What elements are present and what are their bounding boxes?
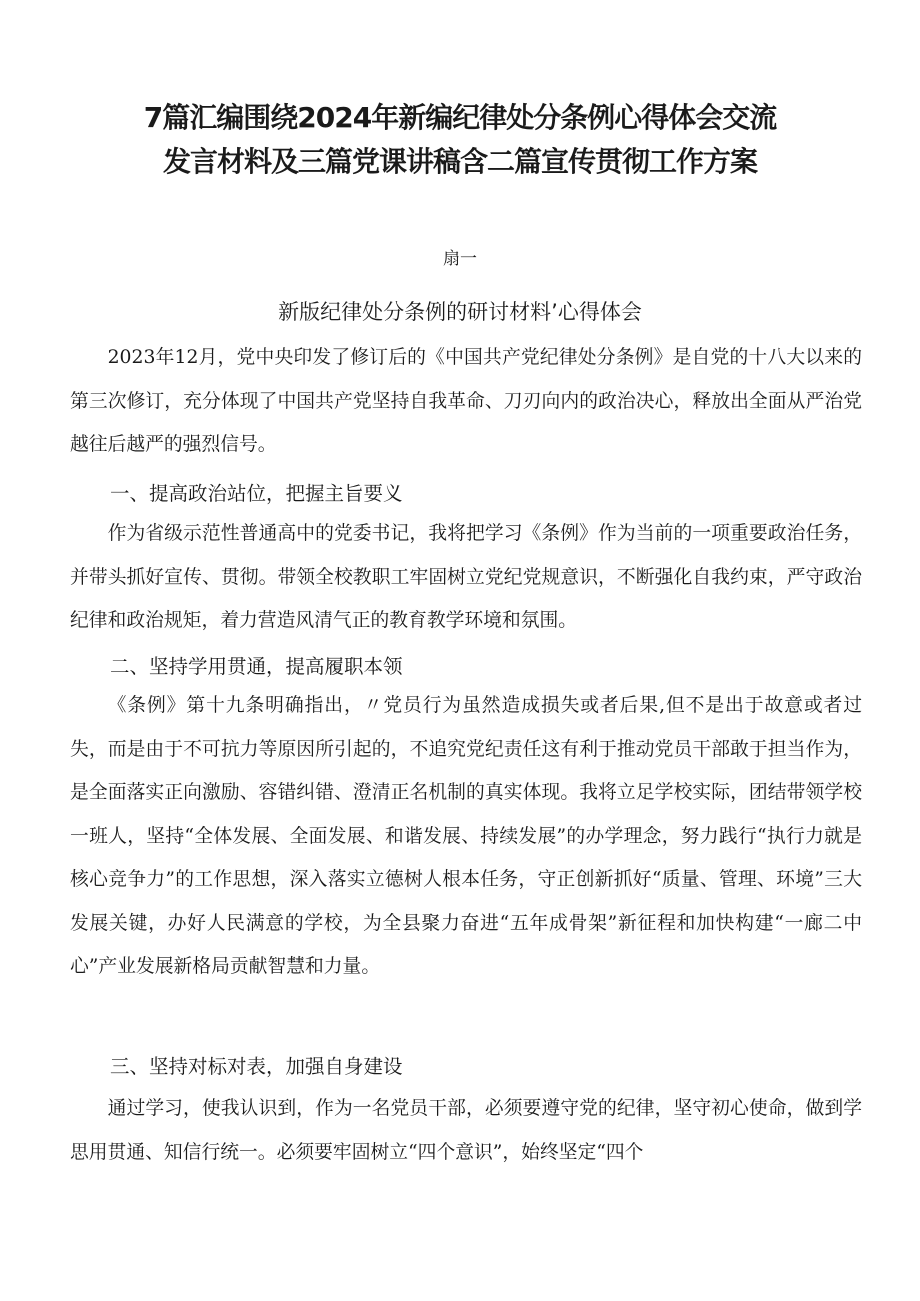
document-title-line-2: 发言材料及三篇党课讲稿含二篇宣传贯彻工作方案 <box>162 145 757 178</box>
article-subtitle: 新版纪律处分条例的研讨材料’心得体会 <box>278 300 642 324</box>
body-paragraph-1: 2023年12月，党中央印发了修订后的《中国共产党纪律处分条例》是自党的十八大以来的第三次修订，充分体现了中国共产党坚持自我革命、刀刃向内的政治决心，释放出全面从严治党越往后越严的强烈信号。 <box>70 347 862 455</box>
section-heading-3: 三、坚持对标对表，加强自身建设 <box>110 1055 403 1078</box>
body-paragraph-3: 《条例》第十九条明确指出，〃党员行为虽然造成损失或者后果,但不是出于故意或者过失，而是由于不可抗力等原因所引起的，不追究党纪责任这有利于推动党员干部敢于担当作为，是全面落实正向激励、容错纠错、澄清正名机制的真实体现。我将立足学校实际，团结带领学校一班人，坚持“全体发展、全面发展、和谐发展、持续发展”的办学理念，努力践行“执行力就是核心竞争力”的工作思想，深入落实立德树人根本任务，守正创新抓好“质量、管理、环境”三大发展关键，办好人民满意的学校，为全县聚力奋进“五年成骨架”新征程和加快构建“一廊二中心”产业发展新格局贡献智慧和力量。 <box>70 695 862 977</box>
body-paragraph-2: 作为省级示范性普通高中的党委书记，我将把学习《条例》作为当前的一项重要政治任务，并带头抓好宣传、贯彻。带领全校教职工牢固树立党纪党规意识，不断强化自我约束，严守政治纪律和政治规矩，着力营造风清气正的教育教学环境和氛围。 <box>70 523 862 631</box>
section-heading-1: 一、提高政治站位，把握主旨要义 <box>110 482 403 505</box>
part-label: 扇一 <box>443 249 477 269</box>
document-title-line-1: 7篇汇编围绕2024年新编纪律处分条例心得体会交流 <box>143 101 777 134</box>
body-paragraph-4: 通过学习，使我认识到，作为一名党员干部，必须要遵守党的纪律，坚守初心使命，做到学思用贯通、知信行统一。必须要牢固树立“四个意识”，始终坚定“四个 <box>70 1098 862 1163</box>
section-heading-2: 二、坚持学用贯通，提高履职本领 <box>110 655 403 678</box>
